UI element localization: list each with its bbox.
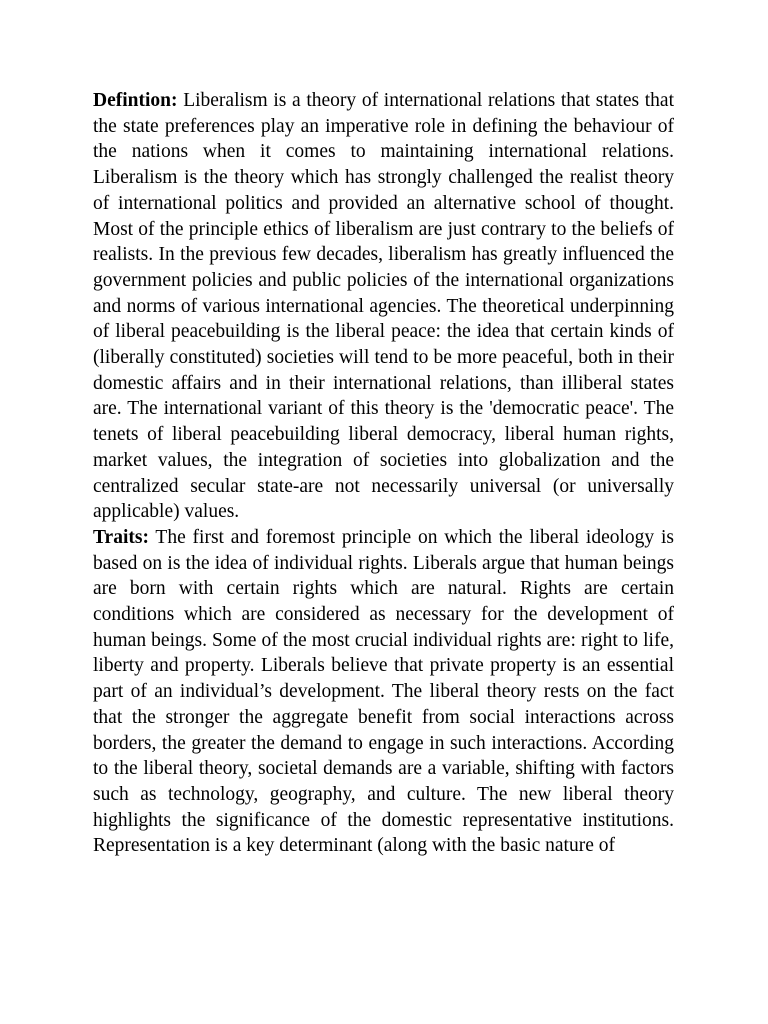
traits-text: The first and foremost principle on which the liberal ideology is based on is the idea of individual rights. Liberals argue that human beings are born with certain rights which are natural. Rights are certain conditions which are considered as necessary for the development of human beings. Some of the most crucial individual rights are: right to life, liberty and property. Liberals believe that private property is an essential part of an individual’s development. The liberal theory rests on the fact that the stronger the aggregate benefit from social interactions across borders, the greater the demand to engage in such interactions. According to the liberal theory, societal demands are a variable, shifting with factors such as technology, geography, and culture. The new liberal theory highlights the significance of the domestic representative institutions. Representation is a key determinant (along with the basic nature of [93,526,674,857]
definition-paragraph [93,88,674,525]
traits-term: Traits: [93,526,149,548]
definition-text: Liberalism is a theory of international relations that states that the state preferences play an imperative role in defining the behaviour of the nations when it comes to maintaining international relations. Liberalism is the theory which has strongly challenged the realist theory of international politics and provided an alternative school of thought. Most of the principle ethics of liberalism are just contrary to the beliefs of realists. In the previous few decades, liberalism has greatly influenced the government policies and public policies of the international organizations and norms of various international agencies. The theoretical underpinning of liberal peacebuilding is the liberal peace: the idea that certain kinds of (liberally constituted) societies will tend to be more peaceful, both in their domestic affairs and in their international relations, than illiberal states are. The international variant of this theory is the 'democratic peace'. The tenets of liberal peacebuilding liberal democracy, liberal human rights, market values, the integration of societies into globalization and the centralized secular state-are not necessarily universal (or universally applicable) values. [93,90,674,523]
traits-paragraph [93,525,674,859]
definition-term: Defintion: [93,90,178,111]
document-page [93,88,674,859]
